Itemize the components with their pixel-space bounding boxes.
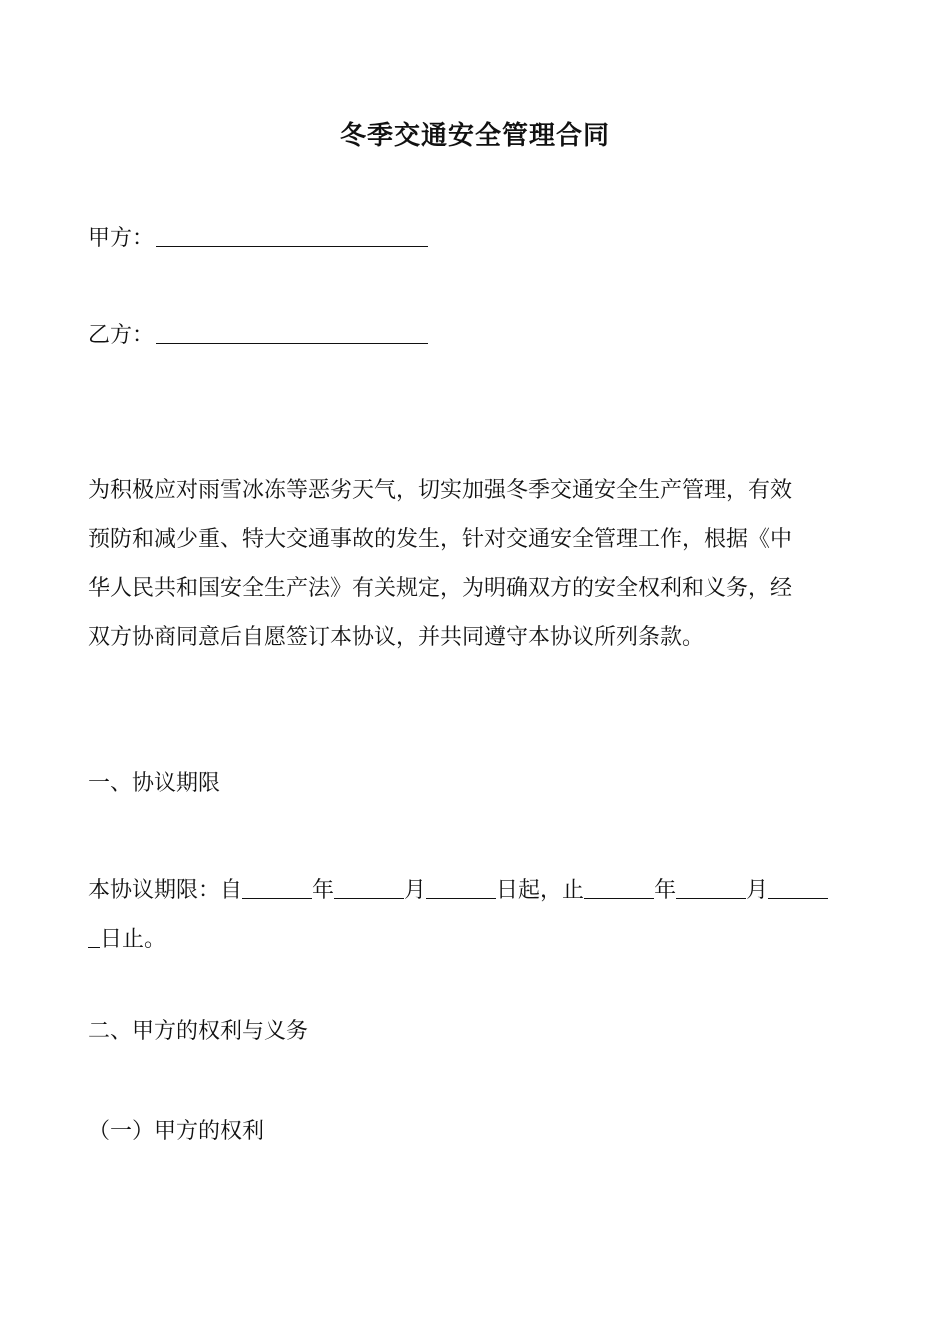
party-a-blank (156, 224, 428, 247)
start-day-blank (426, 876, 496, 899)
term-row-2 (88, 915, 868, 964)
term-row-1 (88, 866, 868, 915)
term-month-2: 月 (746, 878, 769, 903)
term-month-1: 月 (404, 878, 427, 903)
intro-line: 华人民共和国安全生产法》有关规定，为明确双方的安全权利和义务，经 (88, 576, 793, 601)
end-day-blank-a (768, 876, 828, 899)
end-month-blank (676, 876, 746, 899)
party-a-label: 甲方： (88, 226, 155, 251)
term-day-1: 日起，止 (496, 878, 585, 903)
intro-paragraph (88, 466, 862, 662)
end-day-blank-b (88, 925, 100, 948)
term-year-2: 年 (654, 878, 677, 903)
section-1-heading: 一、协议期限 (88, 771, 221, 796)
intro-line: 为积极应对雨雪冰冻等恶劣天气，切实加强冬季交通安全生产管理，有效 (88, 478, 793, 503)
party-a-line (88, 224, 428, 254)
section-2-heading: 二、甲方的权利与义务 (88, 1019, 309, 1044)
term-year-1: 年 (312, 878, 335, 903)
start-month-blank (334, 876, 404, 899)
intro-line: 预防和减少重、特大交通事故的发生，针对交通安全管理工作，根据《中 (88, 527, 793, 552)
agreement-term (88, 866, 868, 964)
term-prefix: 本协议期限：自 (88, 878, 243, 903)
subsection-1-heading: （一）甲方的权利 (88, 1119, 265, 1144)
party-b-blank (156, 321, 428, 344)
intro-line: 双方协商同意后自愿签订本协议，并共同遵守本协议所列条款。 (88, 625, 705, 650)
term-end: 日止。 (100, 927, 167, 952)
document-title: 冬季交通安全管理合同 (339, 121, 610, 151)
end-year-blank (584, 876, 654, 899)
party-b-line (88, 321, 428, 351)
party-b-label: 乙方： (88, 323, 155, 348)
start-year-blank (242, 876, 312, 899)
